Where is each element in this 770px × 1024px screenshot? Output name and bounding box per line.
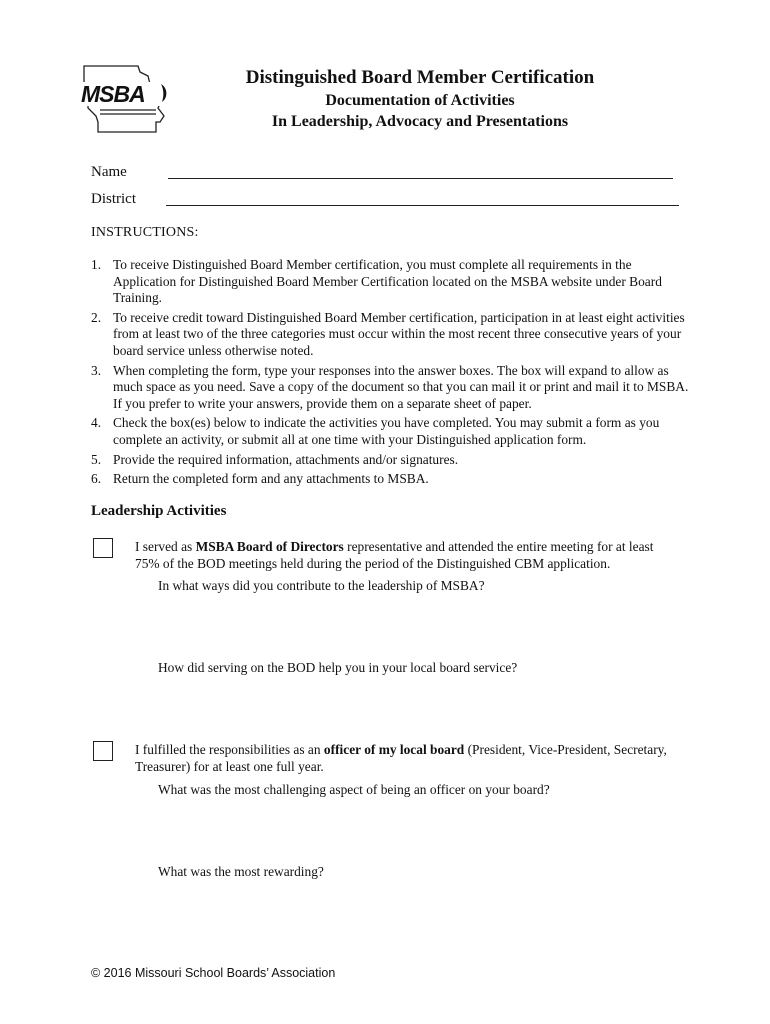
copyright-footer: © 2016 Missouri School Boards’ Association bbox=[91, 966, 336, 980]
page-subtitle-categories: In Leadership, Advocacy and Presentations bbox=[271, 113, 569, 130]
msba-logo bbox=[78, 62, 174, 136]
missouri-state-outline-icon bbox=[78, 62, 174, 136]
page-title: Distinguished Board Member Certification bbox=[245, 67, 595, 88]
activity-checkbox-bod[interactable] bbox=[93, 538, 113, 558]
activity-text-officer: I fulfilled the responsibilities as an officer of my local board (President, Vice-President, Secretary, Treasurer) for at least one full year. bbox=[135, 742, 667, 774]
instructions-list bbox=[91, 257, 691, 491]
instructions-heading: INSTRUCTIONS: bbox=[91, 225, 199, 240]
question-contribute-leadership: In what ways did you contribute to the leadership of MSBA? bbox=[158, 578, 485, 593]
list-item: 3. When completing the form, type your responses into the answer boxes. The box will expand to allow as much space as you need. Save a copy of the document so that you can mail it or print and mail it to MSBA. If you prefer to write your answers, provide them on a separate sheet of paper. bbox=[91, 362, 689, 411]
logo-text: MSBA bbox=[81, 81, 145, 107]
list-item: 5. Provide the required information, attachments and/or signatures. bbox=[91, 451, 459, 467]
question-challenging-aspect: What was the most challenging aspect of being an officer on your board? bbox=[158, 782, 550, 797]
activity-text-bod: I served as MSBA Board of Directors representative and attended the entire meeting for at least 75% of the BOD meetings held during the period of the Distinguished CBM application. bbox=[135, 539, 654, 571]
name-label: Name bbox=[91, 164, 127, 180]
list-item: 6. Return the completed form and any attachments to MSBA. bbox=[91, 471, 429, 487]
question-bod-local-service: How did serving on the BOD help you in your local board service? bbox=[158, 660, 518, 675]
list-item: 1. To receive Distinguished Board Member certification, you must complete all requirements in the Application for Distinguished Board Member Certification located on the MSBA website under Board Training. bbox=[91, 257, 662, 306]
name-field[interactable] bbox=[168, 178, 673, 179]
header bbox=[200, 66, 640, 132]
list-item: 4. Check the box(es) below to indicate the activities you have completed. You may submit a form as you complete an activity, or submit all at one time with your Distinguished application form. bbox=[91, 415, 660, 447]
section-heading-leadership: Leadership Activities bbox=[91, 503, 227, 519]
activity-checkbox-officer[interactable] bbox=[93, 741, 113, 761]
list-item: 2. To receive credit toward Distinguished Board Member certification, participation in at least eight activities from at least two of the three categories must occur within the most recent three consecutive years of your board service unless otherwise noted. bbox=[91, 309, 685, 358]
page-subtitle-documentation: Documentation of Activities bbox=[325, 92, 515, 109]
district-field[interactable] bbox=[166, 205, 679, 206]
district-label: District bbox=[91, 191, 136, 207]
question-most-rewarding: What was the most rewarding? bbox=[158, 864, 324, 879]
